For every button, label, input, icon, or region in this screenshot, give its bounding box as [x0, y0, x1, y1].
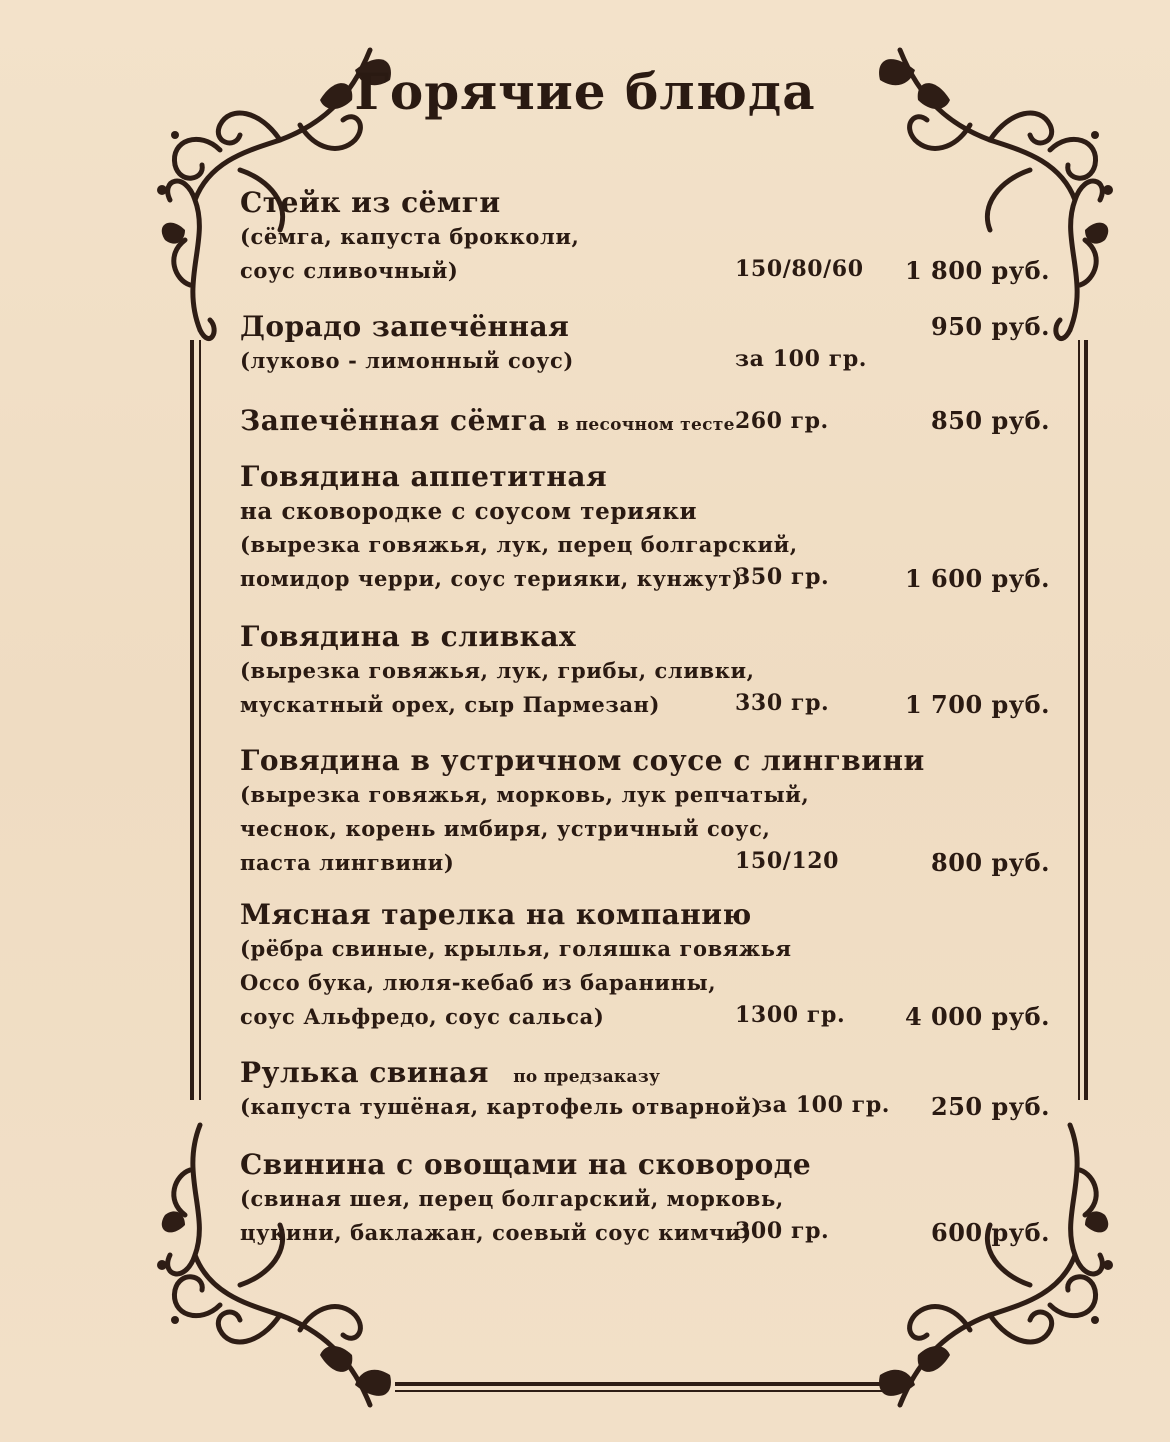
- flourish-bottom-left-ornament: [140, 1095, 400, 1425]
- item-description: помидор черри, соус терияки, кунжут): [240, 566, 743, 591]
- item-description: (вырезка говяжья, лук, перец болгарский,: [240, 532, 798, 557]
- item-description: (луково - лимонный соус): [240, 348, 574, 373]
- item-weight: за 100 гр.: [735, 346, 868, 372]
- item-weight: 260 гр.: [735, 408, 829, 434]
- item-price: 4 000 руб.: [904, 1002, 1050, 1031]
- item-weight: 350 гр.: [735, 564, 830, 590]
- item-price: 1 800 руб.: [904, 256, 1050, 285]
- item-description: соус Альфредо, соус сальса): [240, 1004, 605, 1029]
- item-weight: 150/120: [735, 848, 840, 874]
- frame-bottom-line-inner: [395, 1390, 887, 1392]
- item-description: Оссо бука, люля-кебаб из баранины,: [240, 970, 717, 995]
- item-name: Рулька свиная: [240, 1056, 489, 1089]
- menu-item-dorado: [240, 310, 1050, 382]
- item-name: Запечённая сёмга: [240, 404, 548, 437]
- item-description: цукини, баклажан, соевый соус кимчи): [240, 1220, 752, 1245]
- page-title: Горячие блюда: [354, 62, 816, 121]
- menu-item-salmon-steak: [240, 186, 1050, 292]
- item-name: Дорадо запечённая: [240, 310, 570, 343]
- item-note: по предзаказу: [513, 1067, 661, 1087]
- item-description: (капуста тушёная, картофель отварной): [240, 1094, 762, 1119]
- item-description: паста лингвини): [240, 850, 455, 875]
- menu-item-pork-knuckle: [240, 1056, 1050, 1128]
- item-description: (сёмга, капуста брокколи,: [240, 224, 580, 249]
- item-weight: 150/80/60: [735, 256, 864, 282]
- item-description: (вырезка говяжья, морковь, лук репчатый,: [240, 782, 810, 807]
- item-name: Говядина в сливках: [240, 620, 577, 653]
- item-price: 1 700 руб.: [904, 690, 1050, 719]
- item-price: 250 руб.: [931, 1092, 1050, 1121]
- item-name: Мясная тарелка на компанию: [240, 898, 752, 931]
- item-description: (свиная шея, перец болгарский, морковь,: [240, 1186, 784, 1211]
- item-name: Говядина аппетитная: [240, 460, 608, 493]
- item-weight: за 100 гр.: [758, 1092, 891, 1118]
- item-weight: 1300 гр.: [735, 1002, 846, 1028]
- item-name: Говядина в устричном соусе с лингвини: [240, 744, 925, 777]
- item-description: (вырезка говяжья, лук, грибы, сливки,: [240, 658, 755, 683]
- item-price: 600 руб.: [931, 1218, 1050, 1247]
- menu-item-meat-platter: [240, 898, 1050, 1038]
- item-subtitle: на сковородке с соусом терияки: [240, 498, 698, 525]
- frame-left-line-inner: [199, 340, 201, 1100]
- frame-bottom-line: [395, 1382, 887, 1386]
- menu-item-baked-salmon: [240, 404, 1050, 442]
- frame-right-line-inner: [1078, 340, 1080, 1100]
- item-price: 950 руб.: [931, 312, 1050, 341]
- item-price: 1 600 руб.: [904, 564, 1050, 593]
- item-price: 800 руб.: [931, 848, 1050, 877]
- item-description: чеснок, корень имбиря, устричный соус,: [240, 816, 771, 841]
- item-description: соус сливочный): [240, 258, 459, 283]
- item-name: Стейк из сёмги: [240, 186, 501, 219]
- item-description: мускатный орех, сыр Пармезан): [240, 692, 661, 717]
- item-name: Свинина с овощами на сковороде: [240, 1148, 812, 1181]
- item-weight: 330 гр.: [735, 690, 830, 716]
- frame-right-line: [1084, 340, 1088, 1100]
- item-description: (рёбра свиные, крылья, голяшка говяжья: [240, 936, 792, 961]
- flourish-bottom-right-ornament: [870, 1095, 1130, 1425]
- item-price: 850 руб.: [931, 406, 1050, 435]
- frame-left-line: [190, 340, 194, 1100]
- menu-item-beef-teriyaki: [240, 460, 1050, 600]
- item-note: в песочном тесте: [557, 415, 735, 435]
- menu-item-beef-oyster-linguine: [240, 744, 1050, 884]
- menu-item-beef-cream: [240, 620, 1050, 726]
- menu-item-pork-vegetables: [240, 1148, 1050, 1254]
- item-weight: 300 гр.: [735, 1218, 830, 1244]
